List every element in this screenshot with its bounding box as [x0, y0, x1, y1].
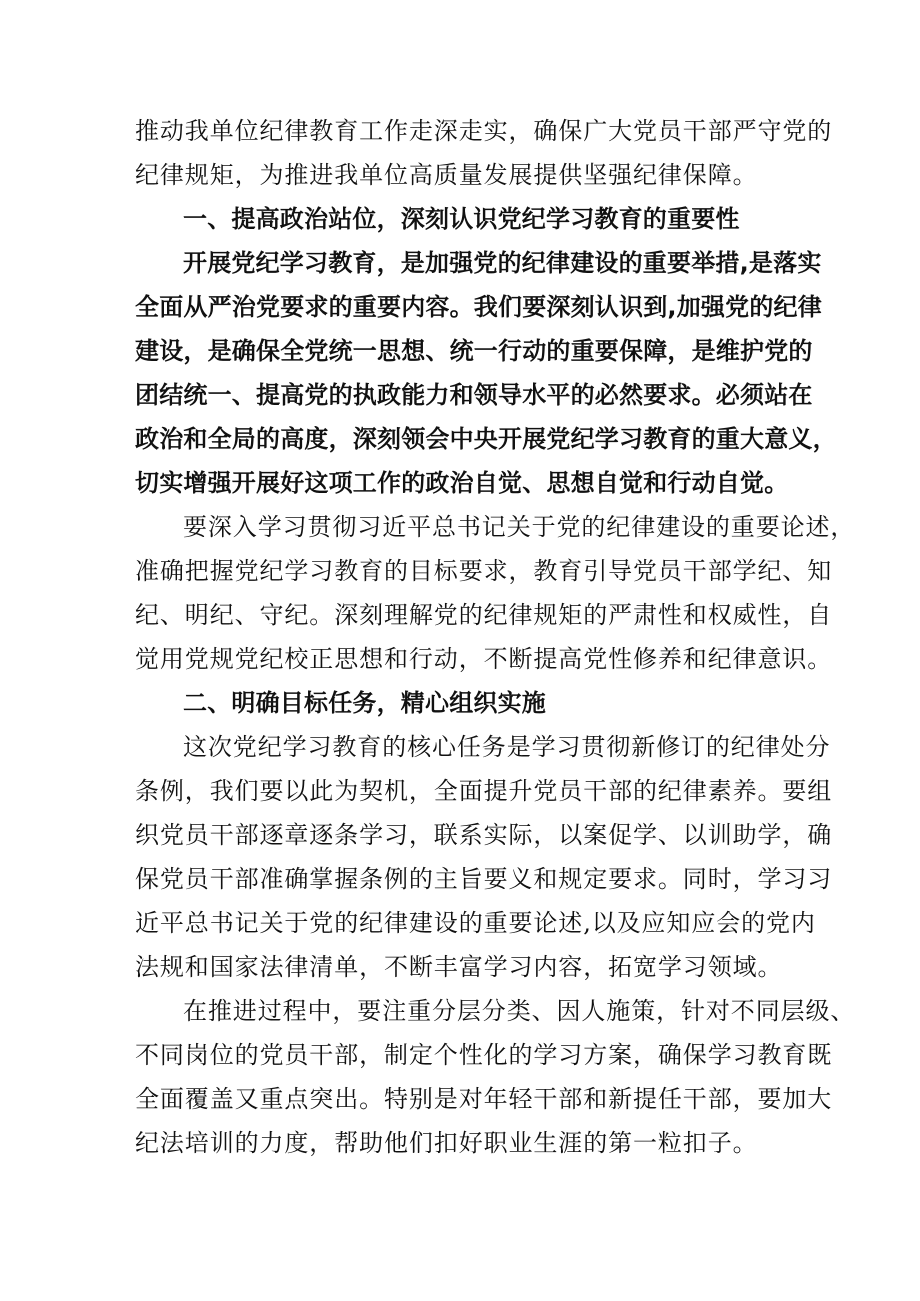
- paragraph-line: 全面从严治党要求的重要内容。我们要深刻认识到,加强党的纪律: [135, 293, 822, 321]
- paragraph-line: 切实增强开展好这项工作的政治自觉、思想自觉和行动自觉。: [135, 469, 789, 497]
- paragraph-line: 近平总书记关于党的纪律建设的重要论述,以及应知应会的党内: [135, 909, 816, 937]
- paragraph-line: 全面覆盖又重点突出。特别是对年轻干部和新提任干部，要加大: [135, 1085, 833, 1113]
- paragraph-line: 团结统一、提高党的执政能力和领导水平的必然要求。必须站在: [135, 381, 813, 409]
- paragraph-line: 准确把握党纪学习教育的目标要求，教育引导党员干部学纪、知: [135, 557, 833, 585]
- paragraph-line: 政治和全局的高度，深刻领会中央开展党纪学习教育的重大意义，: [135, 425, 837, 453]
- paragraph-line: 法规和国家法律清单，不断丰富学习内容，拓宽学习领域。: [135, 953, 783, 981]
- paragraph-line: 要深入学习贯彻习近平总书记关于党的纪律建设的重要论述，: [183, 513, 856, 541]
- paragraph-line: 这次党纪学习教育的核心任务是学习贯彻新修订的纪律处分: [183, 733, 831, 761]
- section-heading: 一、提高政治站位，深刻认识党纪学习教育的重要性: [183, 205, 740, 233]
- paragraph-line: 在推进过程中，要注重分层分类、因人施策，针对不同层级、: [183, 997, 856, 1025]
- paragraph-line: 建设，是确保全党统一思想、统一行动的重要保障，是维护党的: [135, 337, 813, 365]
- paragraph-line: 条例，我们要以此为契机，全面提升党员干部的纪律素养。要组: [135, 777, 833, 805]
- paragraph-line: 不同岗位的党员干部，制定个性化的学习方案，确保学习教育既: [135, 1041, 833, 1069]
- paragraph-line: 纪律规矩，为推进我单位高质量发展提供坚强纪律保障。: [135, 161, 758, 189]
- paragraph-line: 推动我单位纪律教育工作走深走实，确保广大党员干部严守党的: [135, 117, 833, 145]
- paragraph-line: 织党员干部逐章逐条学习，联系实际，以案促学、以训助学，确: [135, 821, 833, 849]
- paragraph-line: 纪、明纪、守纪。深刻理解党的纪律规矩的严肃性和权威性，自: [135, 601, 833, 629]
- paragraph-line: 纪法培训的力度，帮助他们扣好职业生涯的第一粒扣子。: [135, 1129, 758, 1157]
- paragraph-line: 保党员干部准确掌握条例的主旨要义和规定要求。同时，学习习: [135, 865, 833, 893]
- paragraph-line: 觉用党规党纪校正思想和行动，不断提高党性修养和纪律意识。: [135, 645, 833, 673]
- paragraph-line: 开展党纪学习教育，是加强党的纪律建设的重要举措,是落实: [183, 249, 822, 277]
- section-heading: 二、明确目标任务，精心组织实施: [183, 689, 546, 717]
